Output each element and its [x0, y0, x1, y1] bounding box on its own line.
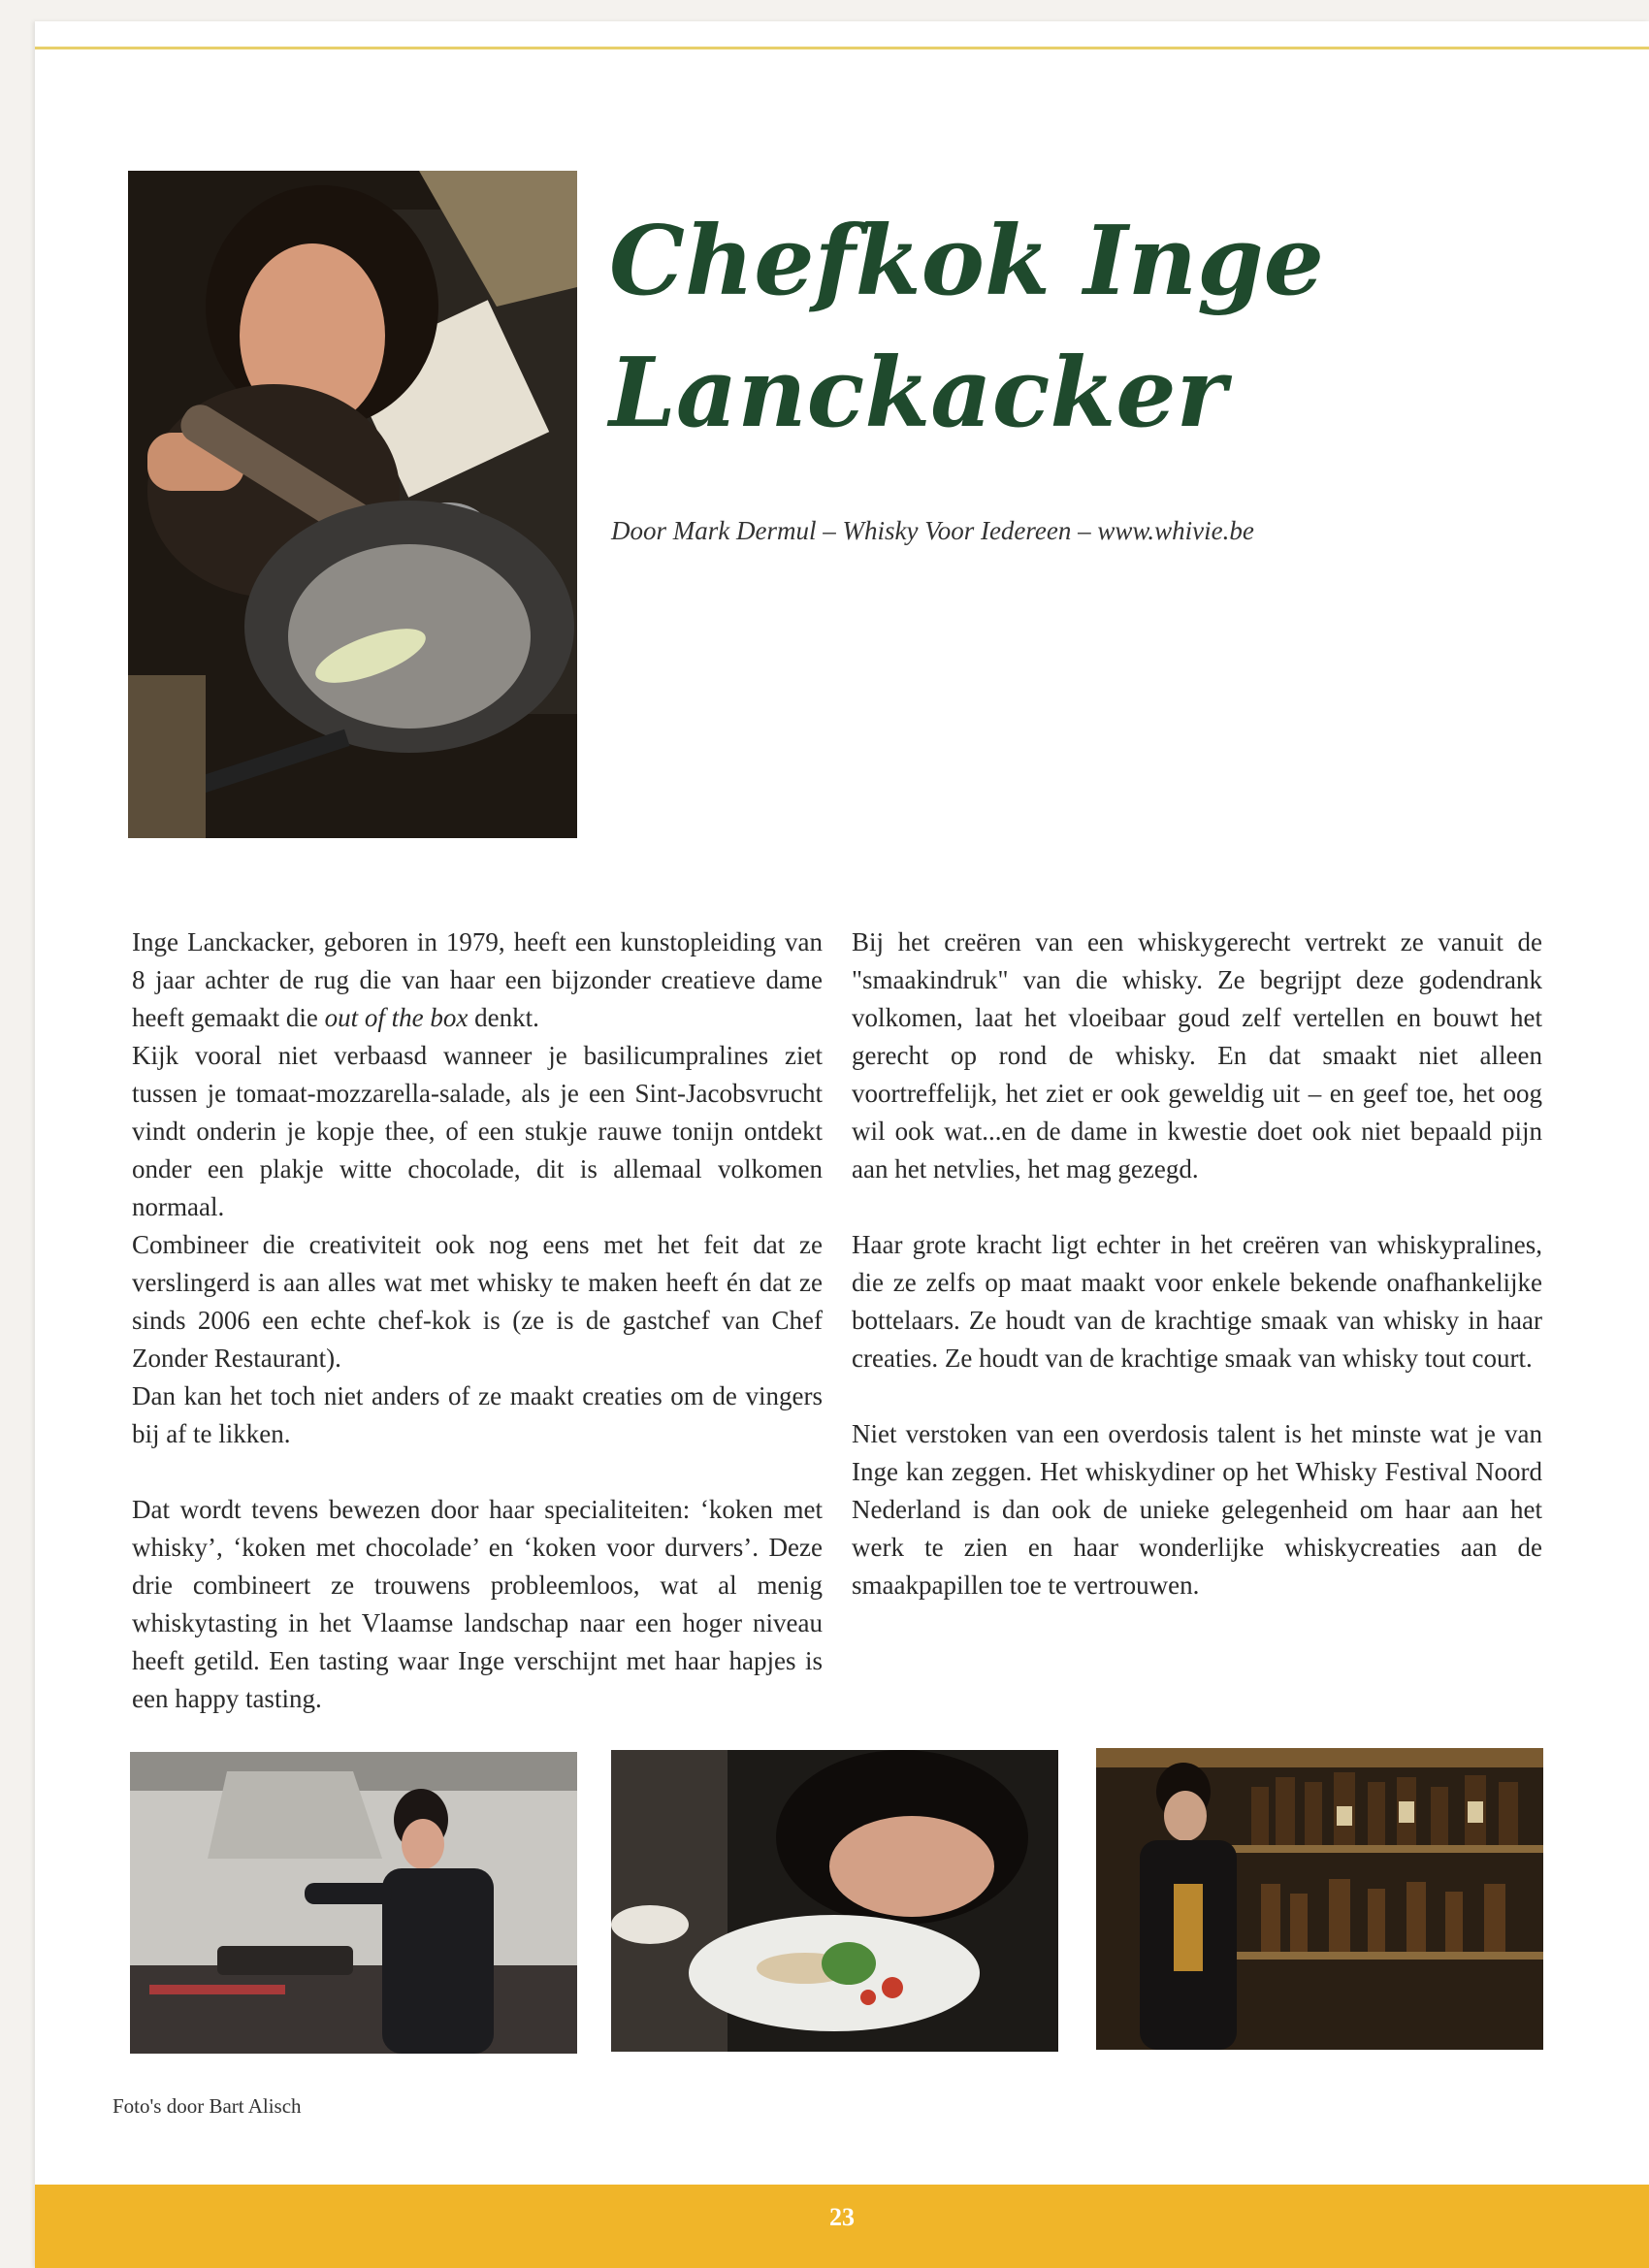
left-paragraph-1 — [132, 923, 823, 1037]
left-paragraph-4: Dan kan het toch niet anders of ze maakt creaties om de vingers bij af te likken. — [132, 1381, 823, 1448]
title-line-1: Chefkok Inge — [609, 206, 1325, 317]
left-paragraph-2: Kijk vooral niet verbaasd wanneer je basilicumpralines ziet tussen je tomaat-mozzarella-salade, als je een Sint-Jacobsvrucht vindt onderin je kopje thee, of een stukje rauwe tonijn ontdekt onder een plakje witte chocolade, dit is allemaal volkomen normaal. — [132, 1041, 823, 1221]
left-paragraph-5: Dat wordt tevens bewezen door haar specialiteiten: ‘koken met whisky’, ‘koken met chocolade’ en ‘koken voor durvers’. Deze drie combineert ze trouwens probleemloos, wat al menig whiskytasting in het Vlaamse landschap naar een hoger niveau heeft getild. Een tasting waar Inge verschijnt met haar hapjes is een happy tasting. — [132, 1495, 823, 1713]
right-paragraph-1: Bij het creëren van een whiskygerecht vertrekt ze vanuit de "smaakindruk" van die whisky. Ze begrijpt deze godendrank volkomen, laat het vloeibaar goud zelf vertellen en bouwt het gerecht op rond de whisky. En dat smaakt niet alleen voortreffelijk, het ziet er ook geweldig uit – en geef toe, het oog wil ook wat...en de dame in kwestie doet ook niet bepaald pijn aan het netvlies, het mag gezegd. — [852, 927, 1542, 1183]
photo-kitchen — [130, 1752, 577, 2054]
page-number: 23 — [829, 2203, 855, 2231]
photo-whisky-bottles — [1096, 1748, 1543, 2050]
title-line-2: Lanckacker — [609, 338, 1227, 449]
photo-credit: Foto's door Bart Alisch — [113, 2094, 302, 2118]
left-paragraph-3: Combineer die creativiteit ook nog eens met het feit dat ze verslingerd is aan alles wat met whisky te maken heeft én dat ze sinds 2006 een echte chef-kok is (ze is de gastchef van Chef Zonder Restaurant). — [132, 1230, 823, 1373]
right-paragraph-3: Niet verstoken van een overdosis talent is het minste wat je van Inge kan zeggen. Het whiskydiner op het Whisky Festival Noord Nederland is dan ook de unieke gelegenheid om haar aan het werk te zien en haar wonderlijke whiskycreaties aan de smaakpapillen toe te vertrouwen. — [852, 1419, 1542, 1600]
left-p1-text-b: denkt. — [468, 1003, 539, 1032]
left-p1-emphasis: out of the box — [324, 1003, 469, 1032]
right-paragraph-2: Haar grote kracht ligt echter in het creëren van whiskypralines, die ze zelfs op maat maakt voor enkele bekende onafhankelijke bottelaars. Ze houdt van de krachtige smaak van whisky in haar creaties. Ze houdt van de krachtige smaak van whisky tout court. — [852, 1230, 1542, 1373]
byline: Door Mark Dermul – Whisky Voor Iedereen – www.whivie.be — [611, 516, 1254, 545]
article-title — [609, 196, 1482, 460]
photo-plating — [611, 1750, 1058, 2052]
left-p1-text-a: Inge Lanckacker, geboren in 1979, heeft een kunstopleiding van 8 jaar achter de rug die van haar een bijzonder creatieve dame heeft gemaakt die — [132, 927, 823, 1032]
right-column — [852, 923, 1542, 1604]
top-rule — [35, 47, 1649, 49]
main-photo-chef-pan — [128, 171, 577, 838]
magazine-page — [35, 21, 1649, 2268]
left-column — [132, 923, 823, 1718]
